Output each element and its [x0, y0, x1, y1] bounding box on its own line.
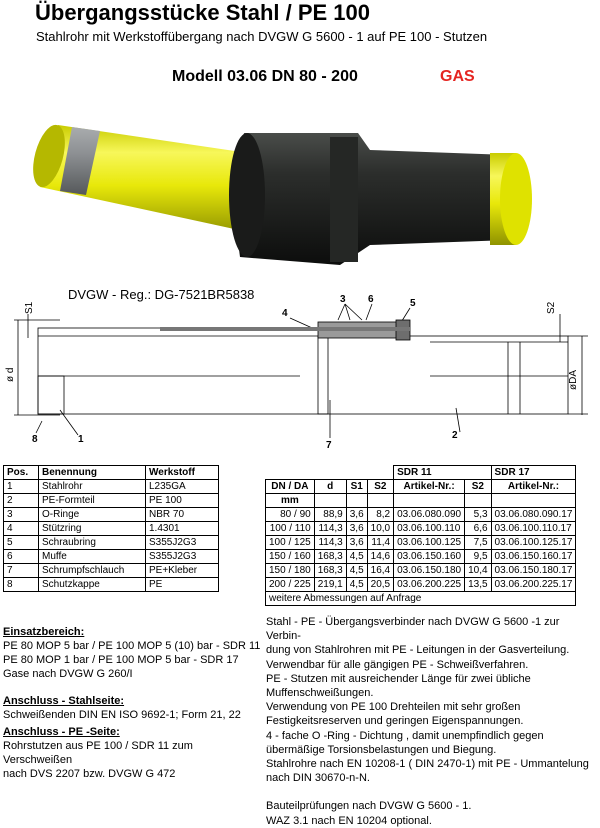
dims-cell: 150 / 180 — [266, 564, 315, 578]
label-8: 8 — [32, 434, 38, 445]
shrink-sleeve — [232, 133, 510, 265]
dims-cell: 114,3 — [314, 536, 346, 550]
dims-cell: 03.06.100.110 — [394, 522, 465, 536]
parts-cell: L235GA — [146, 480, 219, 494]
parts-row — [4, 564, 219, 578]
dims-cell: 03.06.080.090 — [394, 508, 465, 522]
description-line: PE - Stutzen mit ausreichender Länge für zwei übliche — [266, 672, 531, 685]
label-da: øDA — [568, 370, 579, 390]
dims-cell: 5,3 — [465, 508, 491, 522]
label-7: 7 — [326, 440, 332, 450]
dims-cell: 3,6 — [346, 522, 367, 536]
parts-cell: Stützring — [39, 522, 146, 536]
dims-cell: 03.06.200.225.17 — [491, 578, 576, 592]
dims-cell: 3,6 — [346, 508, 367, 522]
dims-cell: 03.06.080.090.17 — [491, 508, 576, 522]
drawing-pe-part — [318, 336, 568, 414]
dims-cell: 03.06.150.160.17 — [491, 550, 576, 564]
description-line: Stahlrohre nach EN 10208-1 ( DIN 2470-1) mit PE - Ummantelung — [266, 758, 589, 771]
dims-header-art11: Artikel-Nr.: — [394, 480, 465, 494]
drawing-steel-pipe — [38, 328, 328, 414]
dims-row — [266, 522, 576, 536]
description-line: Verwendbar für alle gängigen PE - Schweißverfahren. — [266, 658, 529, 671]
parts-cell: Schrumpfschlauch — [39, 564, 146, 578]
description-line: Muffenschweißungen. — [266, 687, 374, 700]
parts-cell: 7 — [4, 564, 39, 578]
dims-cell: 80 / 90 — [266, 508, 315, 522]
product-render — [0, 95, 600, 275]
einsatz-line: PE 80 MOP 1 bar / PE 100 MOP 5 bar - SDR 17 — [3, 654, 239, 666]
parts-row — [4, 508, 219, 522]
dims-header-dn: DN / DA — [266, 480, 315, 494]
label-4: 4 — [282, 308, 288, 319]
section-drawing — [0, 290, 600, 450]
description-line: WAZ 3.1 nach EN 10204 optional. — [266, 814, 432, 827]
parts-cell: Schutzkappe — [39, 578, 146, 592]
description-line: Stahl - PE - Übergangsverbinder nach DVGW G 5600 -1 zur Verbin- — [266, 616, 560, 643]
dims-cell: 88,9 — [314, 508, 346, 522]
label-5: 5 — [410, 298, 416, 309]
dims-cell: 11,4 — [367, 536, 393, 550]
parts-row — [4, 522, 219, 536]
einsatz-line: Gase nach DVGW G 260/I — [3, 668, 133, 680]
description-line: nach DIN 30670-n-N. — [266, 772, 370, 785]
dims-cell: 10,4 — [465, 564, 491, 578]
dims-cell: 4,5 — [346, 578, 367, 592]
dims-row — [266, 536, 576, 550]
parts-cell: 1.4301 — [146, 522, 219, 536]
pe-line: Rohrstutzen aus PE 100 / SDR 11 zum Verschweißen — [3, 740, 193, 766]
description-line: übermäßige Torsionsbelastungen und Biegung. — [266, 743, 497, 756]
parts-cell: 2 — [4, 494, 39, 508]
parts-cell: Muffe — [39, 550, 146, 564]
dims-cell: 03.06.100.125.17 — [491, 536, 576, 550]
parts-cell: PE — [146, 578, 219, 592]
drawing-shrink-sleeve — [160, 327, 410, 331]
dims-cell: 3,6 — [346, 536, 367, 550]
parts-cell: Stahlrohr — [39, 480, 146, 494]
dims-cell: 4,5 — [346, 564, 367, 578]
parts-header-material: Werkstoff — [146, 466, 219, 480]
einsatz-heading: Einsatzbereich: — [3, 626, 85, 638]
parts-row — [4, 578, 219, 592]
dims-row — [266, 564, 576, 578]
dims-header-s2-17: S2 — [465, 480, 491, 494]
dims-header-s1: S1 — [346, 480, 367, 494]
dims-cell: 03.06.150.160 — [394, 550, 465, 564]
parts-cell: S355J2G3 — [146, 550, 219, 564]
parts-cell: 4 — [4, 522, 39, 536]
dims-cell: 03.06.150.180 — [394, 564, 465, 578]
dimensions-table — [265, 465, 576, 606]
dims-cell: 16,4 — [367, 564, 393, 578]
dims-footer: weitere Abmessungen auf Anfrage — [266, 592, 576, 606]
parts-cell: S355J2G3 — [146, 536, 219, 550]
dims-cell: 13,5 — [465, 578, 491, 592]
dims-row — [266, 550, 576, 564]
parts-table — [3, 465, 219, 592]
dims-row — [266, 578, 576, 592]
dims-row — [266, 508, 576, 522]
parts-cell: PE-Formteil — [39, 494, 146, 508]
dims-cell: 03.06.200.225 — [394, 578, 465, 592]
label-s2: S2 — [546, 301, 557, 314]
description-line — [266, 785, 596, 799]
description-line: dung von Stahlrohren mit PE - Leitungen in der Gasverteilung. — [266, 644, 570, 657]
parts-row — [4, 550, 219, 564]
parts-cell: 3 — [4, 508, 39, 522]
parts-row — [4, 494, 219, 508]
dims-cell: 114,3 — [314, 522, 346, 536]
gas-label: GAS — [440, 68, 475, 85]
description-line: 4 - fache O -Ring - Dichtung , damit unempfindlich gegen — [266, 729, 544, 742]
dims-cell: 10,0 — [367, 522, 393, 536]
pe-section — [3, 725, 263, 781]
dims-cell: 6,6 — [465, 522, 491, 536]
dims-header-s2: S2 — [367, 480, 393, 494]
dims-cell: 8,2 — [367, 508, 393, 522]
muffe-band — [330, 137, 358, 262]
dims-cell: 4,5 — [346, 550, 367, 564]
description — [266, 615, 596, 828]
parts-row — [4, 536, 219, 550]
description-line: Bauteilprüfungen nach DVGW G 5600 - 1. — [266, 800, 472, 813]
dims-header-d: d — [314, 480, 346, 494]
sdr17-header: SDR 17 — [491, 466, 576, 480]
label-6: 6 — [368, 294, 374, 305]
sdr11-header: SDR 11 — [394, 466, 491, 480]
page-subtitle: Stahlrohr mit Werkstoffübergang nach DVGW G 5600 - 1 auf PE 100 - Stutzen — [36, 29, 488, 44]
dims-cell: 14,6 — [367, 550, 393, 564]
label-d: ø d — [5, 367, 16, 382]
registration-number: DVGW - Reg.: DG-7521BR5838 — [68, 287, 255, 302]
parts-cell: PE+Kleber — [146, 564, 219, 578]
dims-cell: 9,5 — [465, 550, 491, 564]
stahl-line: Schweißenden DIN EN ISO 9692-1; Form 21, 22 — [3, 709, 241, 721]
parts-cell: Schraubring — [39, 536, 146, 550]
pe-end-cap — [500, 153, 532, 245]
parts-cell: NBR 70 — [146, 508, 219, 522]
muffe-ring — [229, 133, 265, 257]
dims-cell: 03.06.100.125 — [394, 536, 465, 550]
description-line: Verwendung von PE 100 Drehteilen mit sehr großen — [266, 701, 521, 714]
label-s1: S1 — [24, 301, 35, 314]
dims-cell: 7,5 — [465, 536, 491, 550]
dims-header-art17: Artikel-Nr.: — [491, 480, 576, 494]
page-title: Übergangsstücke Stahl / PE 100 — [35, 0, 371, 25]
parts-row — [4, 480, 219, 494]
dims-cell: 03.06.150.180.17 — [491, 564, 576, 578]
dims-unit: mm — [266, 494, 315, 508]
dims-cell: 100 / 110 — [266, 522, 315, 536]
stahl-heading: Anschluss - Stahlseite: — [3, 695, 125, 707]
dims-cell: 150 / 160 — [266, 550, 315, 564]
pe-line: nach DVS 2207 bzw. DVGW G 472 — [3, 768, 176, 780]
label-3: 3 — [340, 294, 346, 305]
pe-heading: Anschluss - PE -Seite: — [3, 726, 120, 738]
parts-header-name: Benennung — [39, 466, 146, 480]
dims-cell: 168,3 — [314, 550, 346, 564]
dims-cell: 03.06.100.110.17 — [491, 522, 576, 536]
drawing-cap — [38, 376, 64, 414]
parts-cell: O-Ringe — [39, 508, 146, 522]
dims-cell: 100 / 125 — [266, 536, 315, 550]
dims-cell: 219,1 — [314, 578, 346, 592]
dims-cell: 200 / 225 — [266, 578, 315, 592]
parts-cell: 8 — [4, 578, 39, 592]
einsatz-section — [3, 625, 263, 681]
dims-cell: 20,5 — [367, 578, 393, 592]
model-label: Modell 03.06 DN 80 - 200 — [172, 68, 358, 85]
parts-cell: 5 — [4, 536, 39, 550]
parts-cell: PE 100 — [146, 494, 219, 508]
einsatz-line: PE 80 MOP 5 bar / PE 100 MOP 5 (10) bar - SDR 11 — [3, 640, 261, 652]
label-1: 1 — [78, 434, 84, 445]
parts-header-pos: Pos. — [4, 466, 39, 480]
description-line: Festigkeitsreserven und geringen Eigenspannungen. — [266, 715, 524, 728]
label-2: 2 — [452, 430, 458, 441]
stahl-section — [3, 694, 263, 722]
parts-cell: 6 — [4, 550, 39, 564]
parts-cell: 1 — [4, 480, 39, 494]
dims-cell: 168,3 — [314, 564, 346, 578]
